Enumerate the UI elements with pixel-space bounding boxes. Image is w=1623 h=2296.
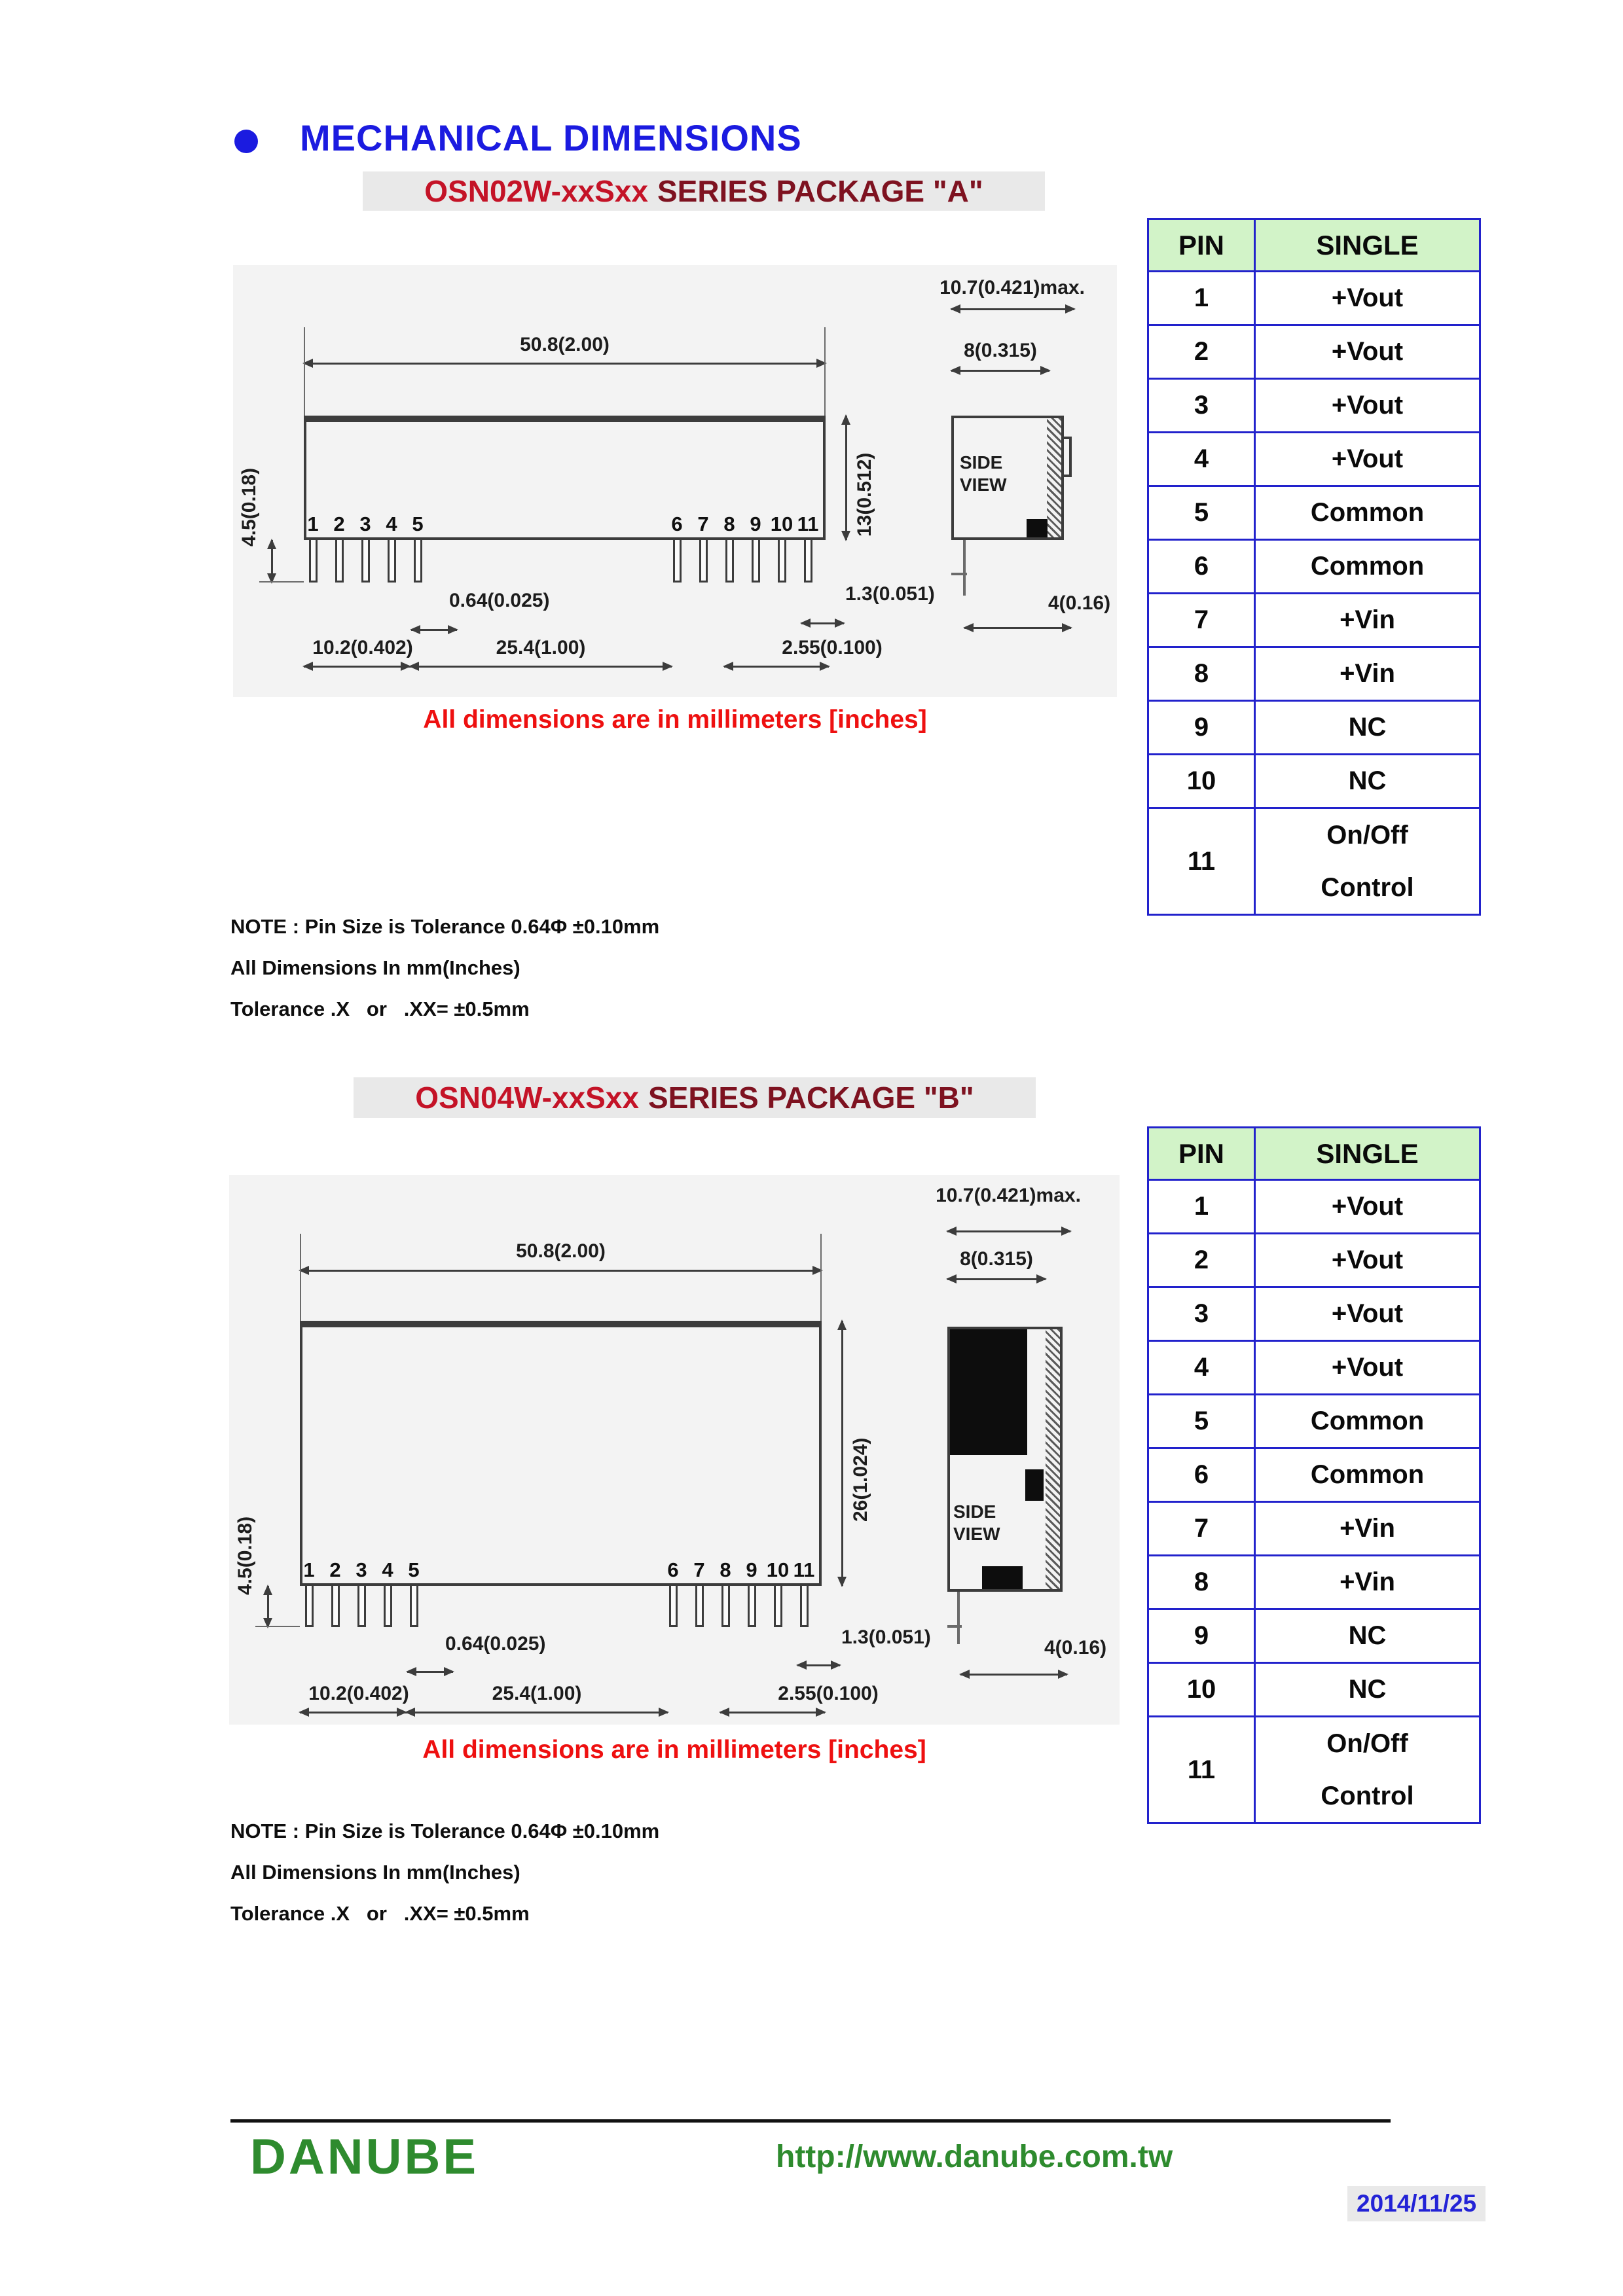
pin-cell: 7 bbox=[1148, 1502, 1255, 1556]
dim-line bbox=[951, 308, 1074, 310]
pin-number: 9 bbox=[746, 1558, 757, 1581]
dim-body-width: 50.8(2.00) bbox=[520, 334, 610, 355]
single-cell: NC bbox=[1255, 1609, 1480, 1663]
dim-pin-edge: 1.3(0.051) bbox=[845, 583, 935, 605]
pin-number: 10 bbox=[766, 1558, 790, 1581]
side-view-component bbox=[950, 1329, 1027, 1455]
dim-line bbox=[304, 666, 410, 668]
dim-body-height: 26(1.024) bbox=[850, 1437, 871, 1522]
pin-number: 11 bbox=[793, 1558, 815, 1581]
single-cell: Common bbox=[1255, 1395, 1480, 1448]
dim-pin-diameter: 0.64(0.025) bbox=[445, 1633, 546, 1655]
pin-number: 3 bbox=[356, 1558, 367, 1581]
pin-cell: 7 bbox=[1148, 594, 1255, 647]
pin bbox=[721, 1586, 730, 1627]
single-cell: +Vout bbox=[1255, 1287, 1480, 1341]
table-row bbox=[1148, 1556, 1480, 1609]
pin-number: 1 bbox=[303, 1558, 315, 1581]
side-view-pin-foot bbox=[947, 1625, 962, 1628]
single-cell: +Vin bbox=[1255, 1502, 1480, 1556]
dim-side-pin: 4(0.16) bbox=[1044, 1637, 1107, 1659]
section-b-heading bbox=[354, 1077, 1036, 1118]
dim-line-vertical bbox=[841, 1321, 843, 1586]
side-view-pin bbox=[963, 540, 966, 596]
header-pin: PIN bbox=[1148, 1128, 1255, 1180]
side-view-pin bbox=[957, 1592, 960, 1644]
dim-pin-edge: 1.3(0.051) bbox=[841, 1626, 931, 1648]
dim-line bbox=[724, 666, 829, 668]
witness-line bbox=[300, 1234, 301, 1321]
single-cell-line2: Control bbox=[1321, 873, 1414, 902]
table-row bbox=[1148, 379, 1480, 433]
pin bbox=[305, 1586, 314, 1627]
dim-line-vertical bbox=[271, 540, 273, 583]
single-cell: +Vout bbox=[1255, 1234, 1480, 1287]
table-row bbox=[1148, 1609, 1480, 1663]
pin bbox=[361, 540, 370, 583]
table-header-row bbox=[1148, 219, 1480, 272]
pin-cell: 8 bbox=[1148, 647, 1255, 701]
pin-cell: 1 bbox=[1148, 272, 1255, 325]
side-view-tab bbox=[1061, 437, 1072, 477]
pin bbox=[335, 540, 344, 583]
pin bbox=[669, 1586, 678, 1627]
single-cell: +Vout bbox=[1255, 379, 1480, 433]
table-row bbox=[1148, 272, 1480, 325]
package-body-front-view bbox=[300, 1321, 822, 1586]
pin bbox=[384, 1586, 392, 1627]
dim-pitch: 2.55(0.100) bbox=[778, 1683, 879, 1704]
pin-cell: 3 bbox=[1148, 379, 1255, 433]
dim-line bbox=[300, 1712, 406, 1713]
single-cell bbox=[1255, 1717, 1480, 1823]
pin-cell: 9 bbox=[1148, 1609, 1255, 1663]
dim-line bbox=[406, 1712, 668, 1713]
pin bbox=[414, 540, 422, 583]
dim-line bbox=[960, 1674, 1067, 1676]
dim-pin-length: 4.5(0.18) bbox=[234, 1516, 256, 1595]
table-row bbox=[1148, 808, 1480, 915]
single-cell: NC bbox=[1255, 701, 1480, 755]
single-cell bbox=[1255, 808, 1480, 915]
table-row bbox=[1148, 1502, 1480, 1556]
company-url[interactable]: http://www.danube.com.tw bbox=[776, 2140, 1173, 2174]
witness-line bbox=[820, 1234, 822, 1321]
table-row bbox=[1148, 755, 1480, 808]
single-cell: Common bbox=[1255, 1448, 1480, 1502]
pin-cell: 5 bbox=[1148, 1395, 1255, 1448]
dim-mid-span: 25.4(1.00) bbox=[496, 637, 586, 658]
single-cell-line2: Control bbox=[1321, 1782, 1414, 1810]
dim-line bbox=[964, 627, 1071, 629]
dim-side-width: 8(0.315) bbox=[960, 1248, 1033, 1270]
table-row bbox=[1148, 701, 1480, 755]
footer-rule bbox=[230, 2119, 1391, 2123]
pin-number: 9 bbox=[750, 512, 761, 535]
dim-body-width: 50.8(2.00) bbox=[516, 1240, 606, 1262]
pin-table-a bbox=[1147, 218, 1481, 916]
pin-number: 4 bbox=[386, 512, 397, 535]
pin bbox=[410, 1586, 418, 1627]
note-pin-size-b: NOTE : Pin Size is Tolerance 0.64Φ ±0.10mm bbox=[230, 1820, 660, 1842]
dim-line bbox=[720, 1712, 825, 1713]
table-row bbox=[1148, 1341, 1480, 1395]
dim-left-span: 10.2(0.402) bbox=[308, 1683, 409, 1704]
dim-line bbox=[947, 1230, 1070, 1232]
single-cell: +Vout bbox=[1255, 1180, 1480, 1234]
single-cell: +Vout bbox=[1255, 1341, 1480, 1395]
pin-number: 11 bbox=[797, 512, 819, 535]
side-view-pin-foot bbox=[951, 573, 967, 575]
side-view-label: SIDE VIEW bbox=[953, 1501, 1000, 1544]
table-row bbox=[1148, 1395, 1480, 1448]
pin bbox=[748, 1586, 756, 1627]
side-view-label: SIDE VIEW bbox=[960, 452, 1007, 495]
single-cell: NC bbox=[1255, 755, 1480, 808]
witness-line bbox=[824, 327, 826, 416]
page-title: MECHANICAL DIMENSIONS bbox=[300, 117, 802, 158]
dims-note-b: All dimensions are in millimeters [inches] bbox=[422, 1736, 926, 1764]
header-single: SINGLE bbox=[1255, 219, 1480, 272]
pin-cell: 10 bbox=[1148, 1663, 1255, 1717]
single-cell: +Vout bbox=[1255, 272, 1480, 325]
pin bbox=[800, 1586, 809, 1627]
drawing-package-b bbox=[229, 1175, 1120, 1725]
dim-line bbox=[410, 666, 672, 668]
dim-line bbox=[951, 370, 1049, 372]
pin bbox=[725, 540, 734, 583]
section-a-heading bbox=[363, 171, 1045, 211]
pin-number: 7 bbox=[697, 512, 709, 535]
dim-line bbox=[304, 363, 826, 365]
single-cell: +Vout bbox=[1255, 433, 1480, 486]
dim-line bbox=[300, 1270, 822, 1272]
pin-number: 10 bbox=[770, 512, 793, 535]
dim-side-max-width: 10.7(0.421)max. bbox=[936, 1185, 1081, 1206]
pin bbox=[388, 540, 396, 583]
revision-date: 2014/11/25 bbox=[1357, 2190, 1477, 2217]
pin-table-b bbox=[1147, 1126, 1481, 1824]
table-row bbox=[1148, 1234, 1480, 1287]
pin-number: 3 bbox=[359, 512, 371, 535]
dim-line-vertical bbox=[845, 416, 847, 540]
dim-line bbox=[407, 1671, 453, 1673]
note-tolerance-b: Tolerance .X or .XX= ±0.5mm bbox=[230, 1902, 530, 1925]
pin-number: 5 bbox=[412, 512, 424, 535]
pin bbox=[774, 1586, 782, 1627]
company-logo: DANUBE bbox=[250, 2129, 479, 2185]
single-cell-line1: On/Off bbox=[1326, 821, 1408, 850]
table-header-row bbox=[1148, 1128, 1480, 1180]
dim-line bbox=[947, 1278, 1046, 1280]
header-single: SINGLE bbox=[1255, 1128, 1480, 1180]
pin-number: 6 bbox=[671, 512, 683, 535]
single-cell: NC bbox=[1255, 1663, 1480, 1717]
table-row bbox=[1148, 486, 1480, 540]
witness-line bbox=[259, 581, 304, 583]
note-tolerance-a: Tolerance .X or .XX= ±0.5mm bbox=[230, 997, 530, 1020]
pin-cell: 11 bbox=[1148, 808, 1255, 915]
section-a-model: OSN02W-xxSxx bbox=[424, 174, 648, 208]
pin bbox=[331, 1586, 340, 1627]
bullet-icon bbox=[234, 130, 258, 153]
dim-pin-length: 4.5(0.18) bbox=[238, 467, 260, 547]
pin-number: 4 bbox=[382, 1558, 393, 1581]
section-a-series: SERIES PACKAGE "A" bbox=[657, 174, 983, 208]
section-b-series: SERIES PACKAGE "B" bbox=[647, 1081, 974, 1115]
table-row bbox=[1148, 647, 1480, 701]
dim-line bbox=[801, 622, 844, 624]
dim-side-width: 8(0.315) bbox=[964, 340, 1037, 361]
section-b-model: OSN04W-xxSxx bbox=[415, 1081, 639, 1115]
side-view-component-small bbox=[1025, 1469, 1044, 1501]
pin-number: 7 bbox=[693, 1558, 705, 1581]
pin bbox=[673, 540, 682, 583]
pin bbox=[752, 540, 760, 583]
drawing-package-a bbox=[233, 265, 1117, 697]
table-row bbox=[1148, 433, 1480, 486]
pin-cell: 5 bbox=[1148, 486, 1255, 540]
pin-cell: 3 bbox=[1148, 1287, 1255, 1341]
pin bbox=[778, 540, 786, 583]
pin-number: 2 bbox=[333, 512, 345, 535]
single-cell: +Vin bbox=[1255, 594, 1480, 647]
table-row bbox=[1148, 1180, 1480, 1234]
table-row bbox=[1148, 540, 1480, 594]
table-row bbox=[1148, 1448, 1480, 1502]
pin bbox=[357, 1586, 366, 1627]
pin-number: 1 bbox=[307, 512, 319, 535]
dim-side-pin: 4(0.16) bbox=[1048, 592, 1111, 614]
dim-left-span: 10.2(0.402) bbox=[312, 637, 413, 658]
pin-cell: 6 bbox=[1148, 540, 1255, 594]
pin-number: 5 bbox=[408, 1558, 420, 1581]
dim-pitch: 2.55(0.100) bbox=[782, 637, 883, 658]
dim-line-vertical bbox=[267, 1586, 269, 1627]
pin-number: 2 bbox=[329, 1558, 341, 1581]
single-cell: Common bbox=[1255, 486, 1480, 540]
pin-cell: 8 bbox=[1148, 1556, 1255, 1609]
pin-cell: 6 bbox=[1148, 1448, 1255, 1502]
table-row bbox=[1148, 325, 1480, 379]
dim-body-height: 13(0.512) bbox=[854, 452, 875, 537]
dim-pin-diameter: 0.64(0.025) bbox=[449, 590, 550, 611]
pin-number: 6 bbox=[667, 1558, 679, 1581]
dim-line bbox=[797, 1664, 840, 1666]
pin-cell: 2 bbox=[1148, 1234, 1255, 1287]
pin-number: 8 bbox=[720, 1558, 731, 1581]
revision-date-box bbox=[1347, 2186, 1486, 2221]
single-cell: +Vin bbox=[1255, 647, 1480, 701]
pin-cell: 11 bbox=[1148, 1717, 1255, 1823]
witness-line bbox=[255, 1626, 300, 1627]
table-row bbox=[1148, 1717, 1480, 1823]
pin bbox=[309, 540, 318, 583]
pin-cell: 4 bbox=[1148, 433, 1255, 486]
note-pin-size-a: NOTE : Pin Size is Tolerance 0.64Φ ±0.10mm bbox=[230, 915, 660, 938]
note-dimensions-a: All Dimensions In mm(Inches) bbox=[230, 956, 520, 979]
pin bbox=[804, 540, 812, 583]
pin-cell: 4 bbox=[1148, 1341, 1255, 1395]
note-dimensions-b: All Dimensions In mm(Inches) bbox=[230, 1861, 520, 1884]
pin-cell: 10 bbox=[1148, 755, 1255, 808]
dims-note-a: All dimensions are in millimeters [inches] bbox=[423, 706, 927, 734]
pin bbox=[695, 1586, 704, 1627]
single-cell: +Vout bbox=[1255, 325, 1480, 379]
pin bbox=[699, 540, 708, 583]
single-cell: +Vin bbox=[1255, 1556, 1480, 1609]
single-cell-line1: On/Off bbox=[1326, 1729, 1408, 1758]
pin-cell: 1 bbox=[1148, 1180, 1255, 1234]
dim-mid-span: 25.4(1.00) bbox=[492, 1683, 582, 1704]
table-row bbox=[1148, 1663, 1480, 1717]
side-view-hatch bbox=[1047, 418, 1061, 537]
table-row bbox=[1148, 594, 1480, 647]
pin-number: 8 bbox=[723, 512, 735, 535]
pin-cell: 2 bbox=[1148, 325, 1255, 379]
witness-line bbox=[304, 327, 305, 416]
pin-cell: 9 bbox=[1148, 701, 1255, 755]
dim-line bbox=[411, 629, 457, 631]
side-view-component bbox=[1027, 519, 1048, 537]
header-pin: PIN bbox=[1148, 219, 1255, 272]
table-row bbox=[1148, 1287, 1480, 1341]
dim-side-max-width: 10.7(0.421)max. bbox=[939, 277, 1085, 298]
side-view-hatch bbox=[1046, 1329, 1060, 1589]
side-view-component-bottom bbox=[982, 1566, 1023, 1589]
single-cell: Common bbox=[1255, 540, 1480, 594]
